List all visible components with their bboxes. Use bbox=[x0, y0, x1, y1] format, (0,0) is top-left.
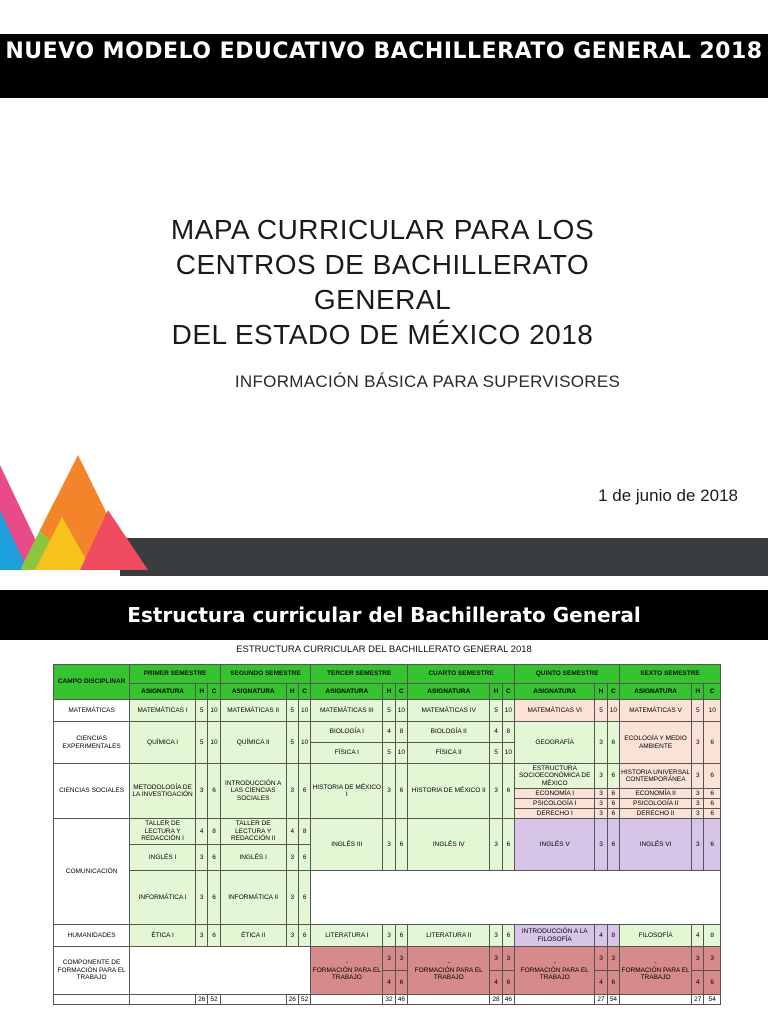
total-hours: 27 bbox=[595, 995, 607, 1005]
title-line: GENERAL bbox=[313, 284, 452, 315]
col-asignatura: ASIGNATURA bbox=[515, 684, 595, 700]
col-h: H bbox=[383, 684, 395, 700]
dash-label: - bbox=[447, 959, 450, 967]
credits-cell: 8 bbox=[298, 819, 310, 845]
credits-cell: 8 bbox=[395, 722, 407, 743]
table-row bbox=[54, 764, 721, 789]
total-hours: 27 bbox=[692, 995, 704, 1005]
subject-cell: PSICOLOGÍA II bbox=[620, 799, 692, 809]
empty-cell bbox=[311, 995, 383, 1005]
subject-cell: PSICOLOGÍA I bbox=[515, 799, 595, 809]
col-c: C bbox=[298, 684, 310, 700]
credits-cell: 6 bbox=[607, 789, 619, 799]
credits-cell: 10 bbox=[395, 700, 407, 722]
credits-cell: 8 bbox=[208, 819, 220, 845]
col-asignatura: ASIGNATURA bbox=[311, 684, 383, 700]
subject-cell bbox=[311, 947, 383, 995]
slide-date: 1 de junio de 2018 bbox=[598, 486, 738, 505]
total-hours: 26 bbox=[286, 995, 298, 1005]
hours-cell: 4 bbox=[595, 925, 607, 947]
subject-cell: TALLER DE LECTURA Y REDACCIÓN II bbox=[220, 819, 286, 845]
hours-cell: 3 bbox=[692, 799, 704, 809]
empty-cell bbox=[515, 995, 595, 1005]
hours-cell: 3 bbox=[490, 819, 502, 871]
credits-cell: 6 bbox=[607, 764, 619, 789]
hours-cell: 3 bbox=[286, 845, 298, 871]
credits-cell: 6 bbox=[298, 925, 310, 947]
hours-cell: 3 bbox=[383, 947, 395, 971]
subject-cell: MATEMÁTICAS I bbox=[130, 700, 196, 722]
footer-bar bbox=[120, 538, 768, 576]
total-credits: 46 bbox=[395, 995, 407, 1005]
subject-cell: ECONOMÍA II bbox=[620, 789, 692, 799]
credits-cell: 6 bbox=[502, 925, 514, 947]
totals-row bbox=[54, 995, 721, 1005]
campo-label: COMPONENTE DE FORMACIÓN PARA EL TRABAJO bbox=[54, 947, 130, 995]
col-c: C bbox=[208, 684, 220, 700]
col-h: H bbox=[196, 684, 208, 700]
hours-cell: 5 bbox=[490, 700, 502, 722]
table-caption: ESTRUCTURA CURRICULAR DEL BACHILLERATO GENERAL 2018 bbox=[236, 644, 532, 655]
credits-cell: 6 bbox=[607, 799, 619, 809]
hours-cell: 3 bbox=[383, 819, 395, 871]
hours-cell: 3 bbox=[196, 764, 208, 819]
campo-header: CAMPO DISCIPLINAR bbox=[54, 665, 130, 700]
credits-cell: 6 bbox=[395, 925, 407, 947]
col-h: H bbox=[490, 684, 502, 700]
subject-cell: MATEMÁTICAS II bbox=[220, 700, 286, 722]
subject-cell: METODOLOGÍA DE LA INVESTIGACIÓN bbox=[130, 764, 196, 819]
credits-cell: 10 bbox=[298, 722, 310, 764]
credits-cell: 10 bbox=[704, 700, 721, 722]
col-h: H bbox=[595, 684, 607, 700]
semester-header: PRIMER SEMESTRE bbox=[130, 665, 221, 684]
subject-cell: INGLÉS I bbox=[220, 845, 286, 871]
credits-cell: 6 bbox=[395, 819, 407, 871]
hours-cell: 5 bbox=[595, 700, 607, 722]
hours-cell: 4 bbox=[196, 819, 208, 845]
credits-cell: 10 bbox=[208, 722, 220, 764]
credits-cell: 6 bbox=[502, 764, 514, 819]
title-line: DEL ESTADO DE MÉXICO 2018 bbox=[171, 319, 594, 350]
credits-cell: 10 bbox=[607, 700, 619, 722]
subject-cell: MATEMÁTICAS IV bbox=[408, 700, 490, 722]
subject-cell: FÍSICA I bbox=[311, 743, 383, 764]
hours-cell: 3 bbox=[383, 925, 395, 947]
total-credits: 52 bbox=[208, 995, 220, 1005]
credits-cell: 6 bbox=[298, 764, 310, 819]
credits-cell: 6 bbox=[395, 764, 407, 819]
subject-cell bbox=[408, 947, 490, 995]
credits-cell: 8 bbox=[502, 722, 514, 743]
subject-cell: FILOSOFÍA bbox=[620, 925, 692, 947]
subject-cell: MATEMÁTICAS V bbox=[620, 700, 692, 722]
credits-cell: 3 bbox=[704, 947, 721, 971]
empty-cell bbox=[130, 995, 196, 1005]
hours-cell: 3 bbox=[595, 764, 607, 789]
total-credits: 52 bbox=[298, 995, 310, 1005]
subject-cell: INFORMÁTICA II bbox=[220, 871, 286, 925]
subject-cell: QUÍMICA I bbox=[130, 722, 196, 764]
empty-cell bbox=[220, 995, 286, 1005]
campo-label: CIENCIAS SOCIALES bbox=[54, 764, 130, 819]
credits-cell: 6 bbox=[208, 925, 220, 947]
hours-cell: 3 bbox=[692, 819, 704, 871]
hours-cell: 3 bbox=[595, 722, 607, 764]
credits-cell: 3 bbox=[607, 947, 619, 971]
semester-header: SEGUNDO SEMESTRE bbox=[220, 665, 311, 684]
total-hours: 28 bbox=[490, 995, 502, 1005]
slide-header: NUEVO MODELO EDUCATIVO BACHILLERATO GENERAL 2018 bbox=[0, 34, 768, 98]
table-row bbox=[54, 819, 721, 845]
credits-cell: 6 bbox=[607, 971, 619, 995]
col-c: C bbox=[704, 684, 721, 700]
subject-cell: MATEMÁTICAS III bbox=[311, 700, 383, 722]
subject-cell: INGLÉS IV bbox=[408, 819, 490, 871]
col-asignatura: ASIGNATURA bbox=[220, 684, 286, 700]
hours-cell: 3 bbox=[692, 789, 704, 799]
credits-cell: 6 bbox=[208, 764, 220, 819]
credits-cell: 10 bbox=[502, 743, 514, 764]
subject-cell: ÉTICA I bbox=[130, 925, 196, 947]
dash-label: - bbox=[345, 959, 348, 967]
credits-cell: 6 bbox=[298, 871, 310, 925]
hours-cell: 3 bbox=[595, 819, 607, 871]
credits-cell: 6 bbox=[704, 722, 721, 764]
hours-cell: 3 bbox=[490, 947, 502, 971]
hours-cell: 3 bbox=[692, 764, 704, 789]
hours-cell: 4 bbox=[383, 722, 395, 743]
hours-cell: 4 bbox=[692, 925, 704, 947]
subject-cell: TALLER DE LECTURA Y REDACCIÓN I bbox=[130, 819, 196, 845]
credits-cell: 6 bbox=[395, 971, 407, 995]
hours-cell: 3 bbox=[595, 799, 607, 809]
subject-cell: GEOGRAFÍA bbox=[515, 722, 595, 764]
credits-cell: 3 bbox=[395, 947, 407, 971]
hours-cell: 3 bbox=[383, 764, 395, 819]
total-hours: 26 bbox=[196, 995, 208, 1005]
credits-cell: 10 bbox=[208, 700, 220, 722]
credits-cell: 8 bbox=[607, 925, 619, 947]
subject-cell: HISTORIA DE MÉXICO II bbox=[408, 764, 490, 819]
subject-cell: BIOLOGÍA I bbox=[311, 722, 383, 743]
credits-cell: 6 bbox=[607, 722, 619, 764]
hours-cell: 4 bbox=[692, 971, 704, 995]
campo-label: MATEMÁTICAS bbox=[54, 700, 130, 722]
hours-cell: 3 bbox=[595, 947, 607, 971]
trabajo-label: FORMACIÓN PARA EL TRABAJO bbox=[621, 966, 690, 982]
curriculum-table bbox=[53, 664, 721, 1005]
subject-cell: DERECHO II bbox=[620, 809, 692, 819]
subject-cell: INFORMÁTICA I bbox=[130, 871, 196, 925]
hours-cell: 5 bbox=[692, 700, 704, 722]
subject-cell: LITERATURA II bbox=[408, 925, 490, 947]
table-row bbox=[54, 925, 721, 947]
total-credits: 54 bbox=[704, 995, 721, 1005]
credits-cell: 3 bbox=[502, 947, 514, 971]
subject-cell: INTRODUCCIÓN A LAS CIENCIAS SOCIALES bbox=[220, 764, 286, 819]
table-row bbox=[54, 947, 721, 971]
title-line: CENTROS DE BACHILLERATO bbox=[175, 249, 590, 280]
col-c: C bbox=[395, 684, 407, 700]
semester-header: CUARTO SEMESTRE bbox=[408, 665, 515, 684]
subject-cell: BIOLOGÍA II bbox=[408, 722, 490, 743]
subject-cell: LITERATURA I bbox=[311, 925, 383, 947]
col-c: C bbox=[502, 684, 514, 700]
col-c: C bbox=[607, 684, 619, 700]
curriculum-slide bbox=[0, 590, 768, 1024]
hours-cell: 5 bbox=[196, 700, 208, 722]
semester-header: TERCER SEMESTRE bbox=[311, 665, 408, 684]
subject-cell: INGLÉS III bbox=[311, 819, 383, 871]
hours-cell: 3 bbox=[286, 871, 298, 925]
table-row bbox=[54, 700, 721, 722]
total-credits: 46 bbox=[502, 995, 514, 1005]
subject-cell: INTRODUCCIÓN A LA FILOSOFÍA bbox=[515, 925, 595, 947]
trabajo-label: FORMACIÓN PARA EL TRABAJO bbox=[312, 966, 381, 982]
col-h: H bbox=[286, 684, 298, 700]
hours-cell: 5 bbox=[490, 743, 502, 764]
hours-cell: 3 bbox=[692, 947, 704, 971]
empty-cell bbox=[620, 995, 692, 1005]
subject-cell: INGLÉS I bbox=[130, 845, 196, 871]
credits-cell: 6 bbox=[607, 819, 619, 871]
semester-header: SEXTO SEMESTRE bbox=[620, 665, 721, 684]
subject-cell: HISTORIA UNIVERSAL CONTEMPORÁNEA bbox=[620, 764, 692, 789]
credits-cell: 6 bbox=[704, 764, 721, 789]
campo-label: COMUNICACIÓN bbox=[54, 819, 130, 925]
subject-cell bbox=[515, 947, 595, 995]
hours-cell: 4 bbox=[383, 971, 395, 995]
hours-cell: 5 bbox=[196, 722, 208, 764]
campo-label: HUMANIDADES bbox=[54, 925, 130, 947]
hours-cell: 3 bbox=[286, 764, 298, 819]
credits-cell: 6 bbox=[502, 819, 514, 871]
table-row bbox=[54, 684, 721, 700]
hours-cell: 4 bbox=[595, 971, 607, 995]
hours-cell: 4 bbox=[286, 819, 298, 845]
credits-cell: 8 bbox=[704, 925, 721, 947]
hours-cell: 5 bbox=[286, 722, 298, 764]
campo-label: CIENCIAS EXPERIMENTALES bbox=[54, 722, 130, 764]
subject-cell: HISTORIA DE MÉXICO I bbox=[311, 764, 383, 819]
subject-cell: ECONOMÍA I bbox=[515, 789, 595, 799]
hours-cell: 3 bbox=[196, 925, 208, 947]
credits-cell: 6 bbox=[704, 819, 721, 871]
credits-cell: 10 bbox=[395, 743, 407, 764]
slide-header: Estructura curricular del Bachillerato General bbox=[0, 590, 768, 640]
hours-cell: 3 bbox=[692, 722, 704, 764]
hours-cell: 5 bbox=[286, 700, 298, 722]
col-h: H bbox=[692, 684, 704, 700]
credits-cell: 6 bbox=[208, 845, 220, 871]
hours-cell: 5 bbox=[383, 700, 395, 722]
trabajo-label: FORMACIÓN PARA EL TRABAJO bbox=[414, 966, 483, 982]
dash-label: - bbox=[553, 959, 556, 967]
semester-header: QUINTO SEMESTRE bbox=[515, 665, 620, 684]
subject-cell: ÉTICA II bbox=[220, 925, 286, 947]
hours-cell: 4 bbox=[490, 971, 502, 995]
empty-cell bbox=[54, 995, 130, 1005]
subject-cell: ECOLOGÍA Y MEDIO AMBIENTE bbox=[620, 722, 692, 764]
hours-cell: 3 bbox=[286, 925, 298, 947]
credits-cell: 6 bbox=[704, 789, 721, 799]
subject-cell: ESTRUCTURA SOCIOECONÓMICA DE MÉXICO bbox=[515, 764, 595, 789]
credits-cell: 6 bbox=[704, 971, 721, 995]
hours-cell: 3 bbox=[196, 845, 208, 871]
hours-cell: 3 bbox=[490, 764, 502, 819]
title-line: MAPA CURRICULAR PARA LOS bbox=[170, 214, 595, 245]
hours-cell: 3 bbox=[595, 809, 607, 819]
table-row bbox=[54, 722, 721, 743]
credits-cell: 6 bbox=[208, 871, 220, 925]
subject-cell: INGLÉS V bbox=[515, 819, 595, 871]
slide-title bbox=[110, 212, 655, 352]
hours-cell: 3 bbox=[595, 789, 607, 799]
hours-cell: 3 bbox=[490, 925, 502, 947]
total-hours: 32 bbox=[383, 995, 395, 1005]
credits-cell: 6 bbox=[298, 845, 310, 871]
empty-cell bbox=[408, 995, 490, 1005]
hours-cell: 3 bbox=[692, 809, 704, 819]
subject-cell bbox=[620, 947, 692, 995]
trabajo-label: FORMACIÓN PARA EL TRABAJO bbox=[520, 966, 589, 982]
hours-cell: 4 bbox=[490, 722, 502, 743]
credits-cell: 6 bbox=[502, 971, 514, 995]
credits-cell: 6 bbox=[704, 809, 721, 819]
hours-cell: 5 bbox=[383, 743, 395, 764]
table-row bbox=[54, 665, 721, 684]
subject-cell: MATEMÁTICAS VI bbox=[515, 700, 595, 722]
dash-label: - bbox=[654, 959, 657, 967]
empty-cell bbox=[311, 871, 721, 925]
subject-cell: QUÍMICA II bbox=[220, 722, 286, 764]
subject-cell: DERECHO I bbox=[515, 809, 595, 819]
hours-cell: 3 bbox=[196, 871, 208, 925]
credits-cell: 6 bbox=[607, 809, 619, 819]
total-credits: 54 bbox=[607, 995, 619, 1005]
table-row bbox=[54, 871, 721, 925]
credits-cell: 10 bbox=[502, 700, 514, 722]
empty-cell bbox=[130, 947, 311, 995]
credits-cell: 10 bbox=[298, 700, 310, 722]
subject-cell: INGLÉS VI bbox=[620, 819, 692, 871]
subject-cell: FÍSICA II bbox=[408, 743, 490, 764]
slide-subtitle: INFORMACIÓN BÁSICA PARA SUPERVISORES bbox=[234, 372, 621, 391]
col-asignatura: ASIGNATURA bbox=[408, 684, 490, 700]
col-asignatura: ASIGNATURA bbox=[620, 684, 692, 700]
credits-cell: 6 bbox=[704, 799, 721, 809]
col-asignatura: ASIGNATURA bbox=[130, 684, 196, 700]
logo-icon bbox=[0, 455, 160, 580]
